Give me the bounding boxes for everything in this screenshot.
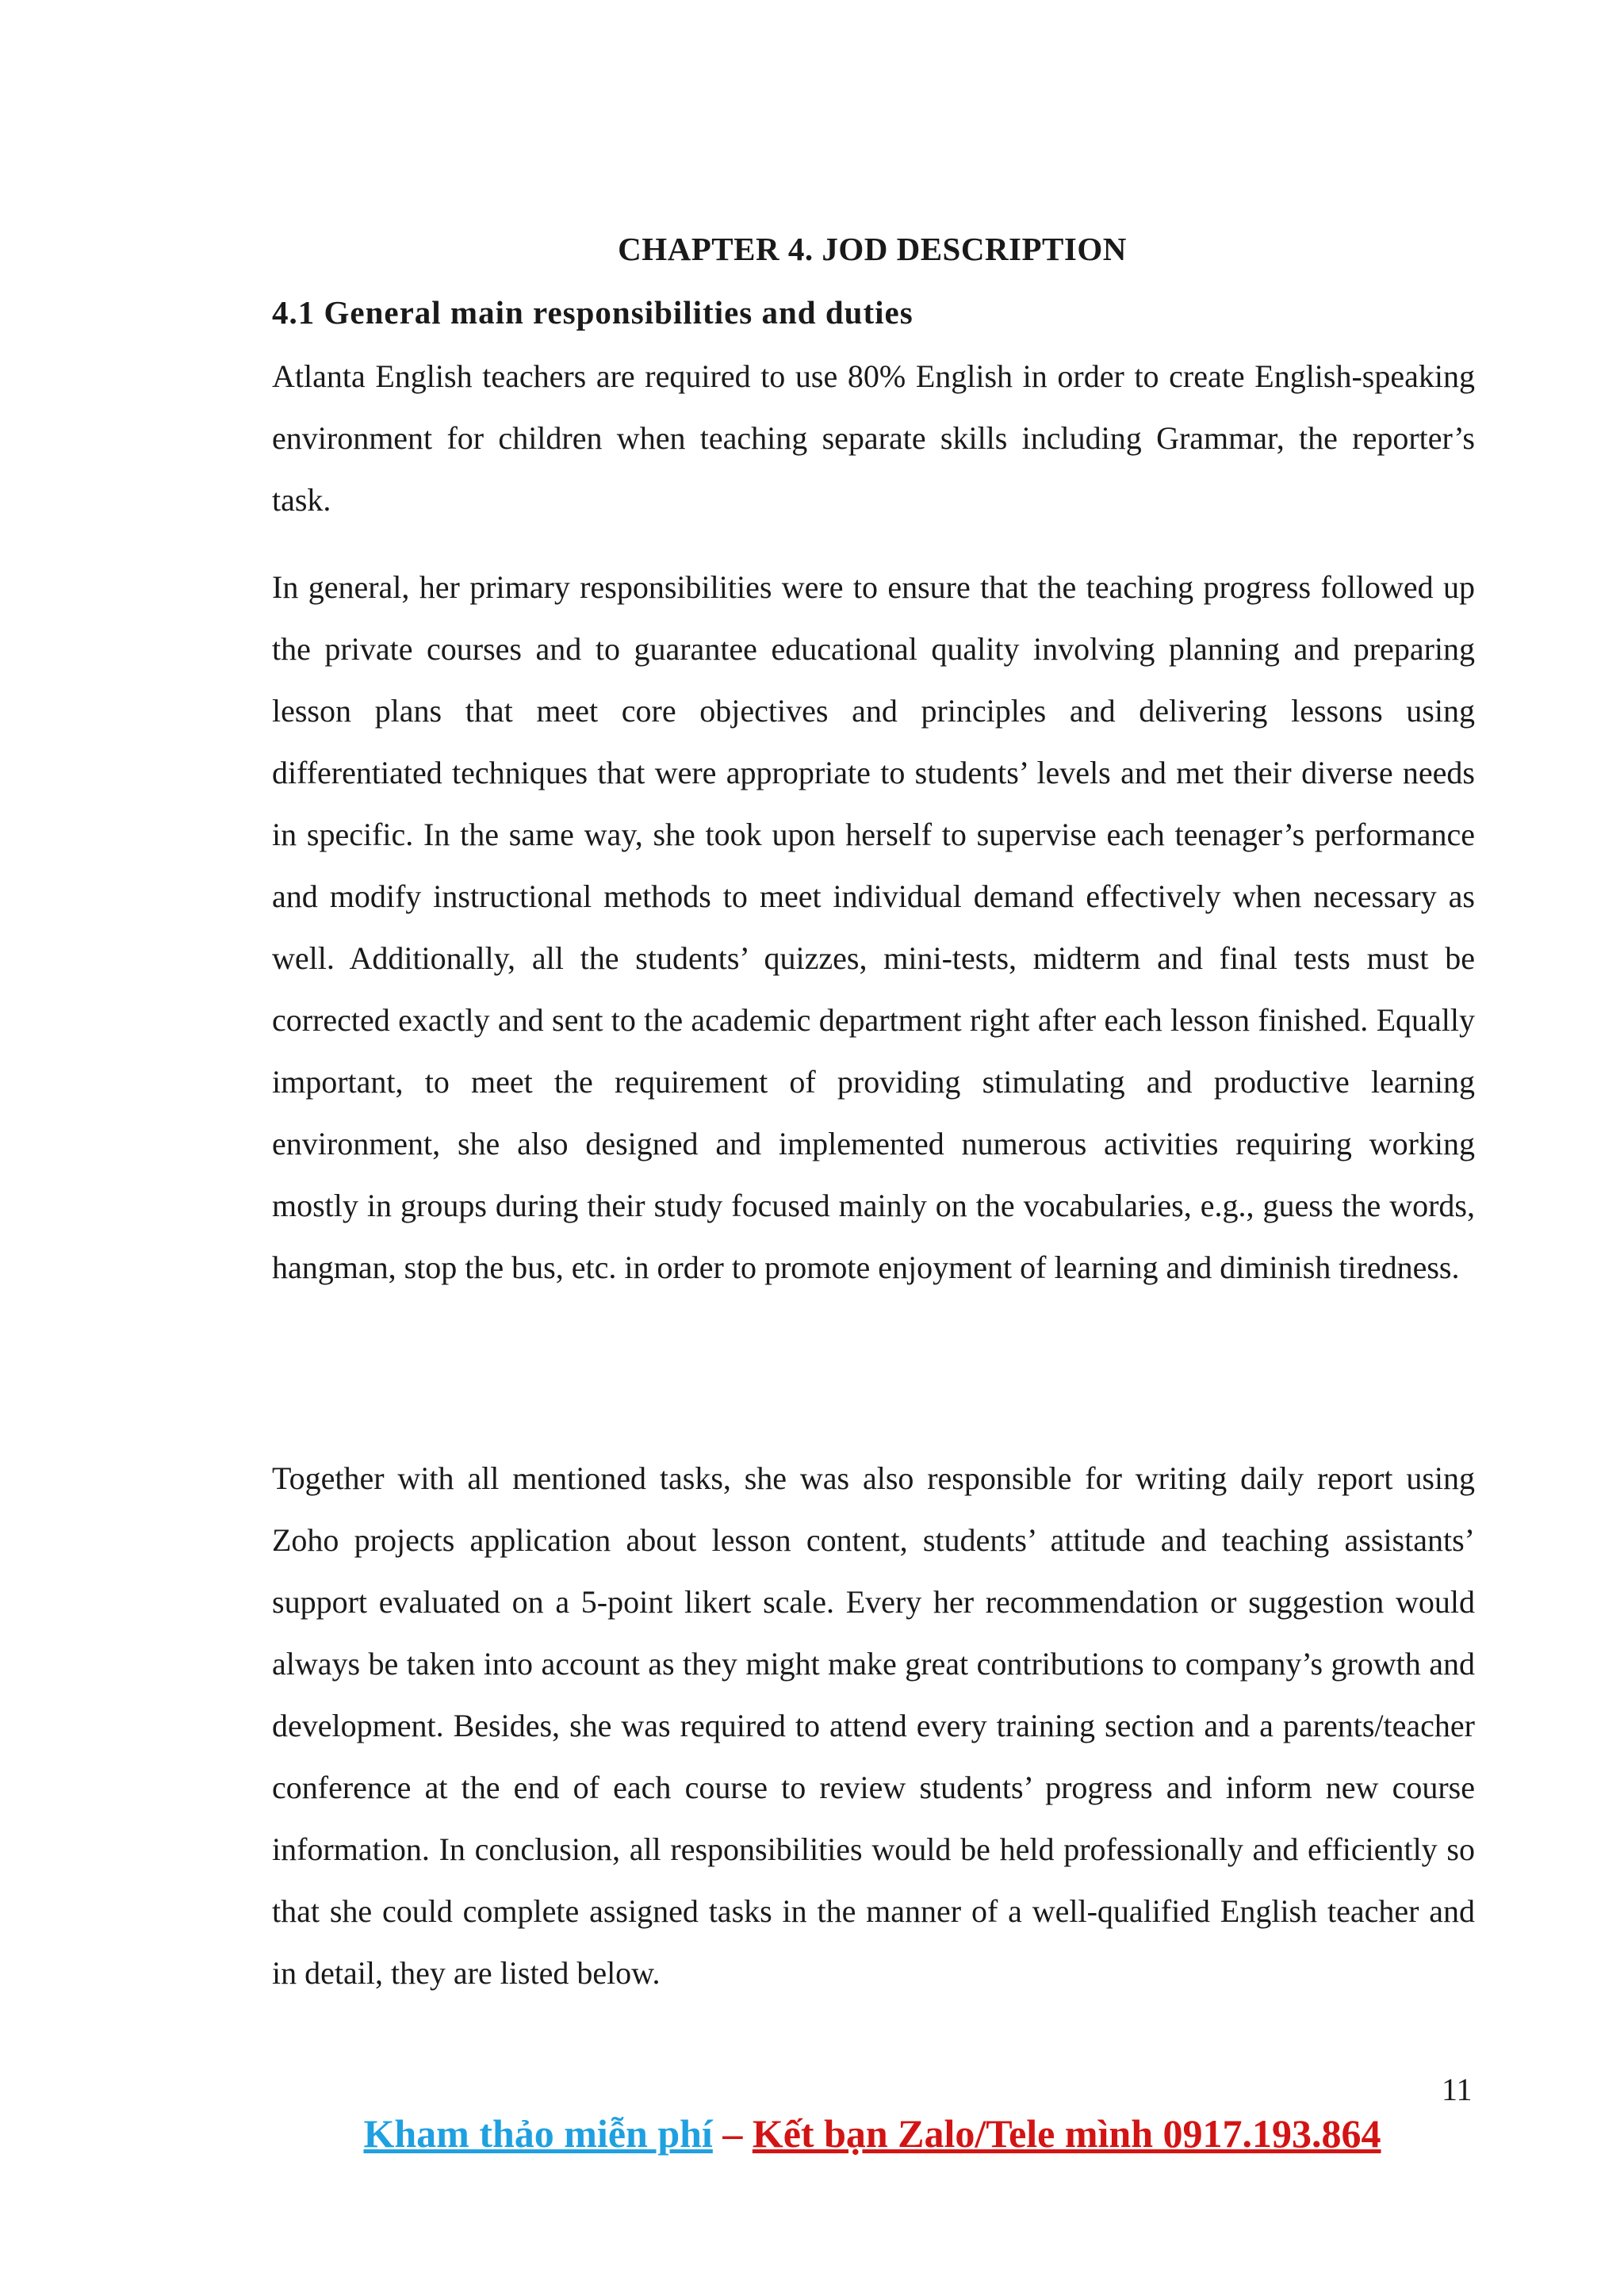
- body-paragraph-1: Atlanta English teachers are required to use 80% English in order to create English-speaking environment for children when teaching separate skills including Grammar, the reporter’s task.: [272, 358, 1475, 518]
- body-paragraph-2: In general, her primary responsibilities were to ensure that the teaching progress followed up the private courses and to guarantee educational quality involving planning and preparing lesson plans that meet core objectives and principles and delivering lessons using differentiated techniques that were appropriate to students’ levels and met their diverse needs in specific. In the same way, she took upon herself to supervise each teenager’s performance and modify instructional methods to meet individual demand effectively when necessary as well. Additionally, all the students’ quizzes, mini-tests, midterm and final tests must be corrected exactly and sent to the academic department right after each lesson finished. Equally important, to meet the requirement of providing stimulating and productive learning environment, she also designed and implemented numerous activities requiring working mostly in groups during their study focused mainly on the vocabularies, e.g., guess the words, hangman, stop the bus, etc. in order to promote enjoyment of learning and diminish tiredness.: [272, 569, 1475, 1285]
- body-paragraph-3: Together with all mentioned tasks, she was also responsible for writing daily report using Zoho projects application about lesson content, students’ attitude and teaching assistants’ support evaluated on a 5-point likert scale. Every her recommendation or suggestion would always be taken into account as they might make great contributions to company’s growth and development. Besides, she was required to attend every training section and a parents/teacher conference at the end of each course to review students’ progress and inform new course information. In conclusion, all responsibilities would be held professionally and efficiently so that she could complete assigned tasks in the manner of a well-qualified English teacher and in detail, they are listed below.: [272, 1460, 1475, 1991]
- chapter-title: CHAPTER 4. JOD DESCRIPTION: [618, 231, 1127, 267]
- section-heading: 4.1 General main responsibilities and duties: [272, 294, 914, 331]
- page-number: 11: [1442, 2072, 1473, 2107]
- contact-link[interactable]: Kết bạn Zalo/Tele mình 0917.193.864: [752, 2111, 1381, 2156]
- footer-separator: –: [722, 2111, 743, 2156]
- free-reference-link[interactable]: Kham thảo miễn phí: [363, 2111, 713, 2156]
- footer-banner: [0, 2110, 1624, 2156]
